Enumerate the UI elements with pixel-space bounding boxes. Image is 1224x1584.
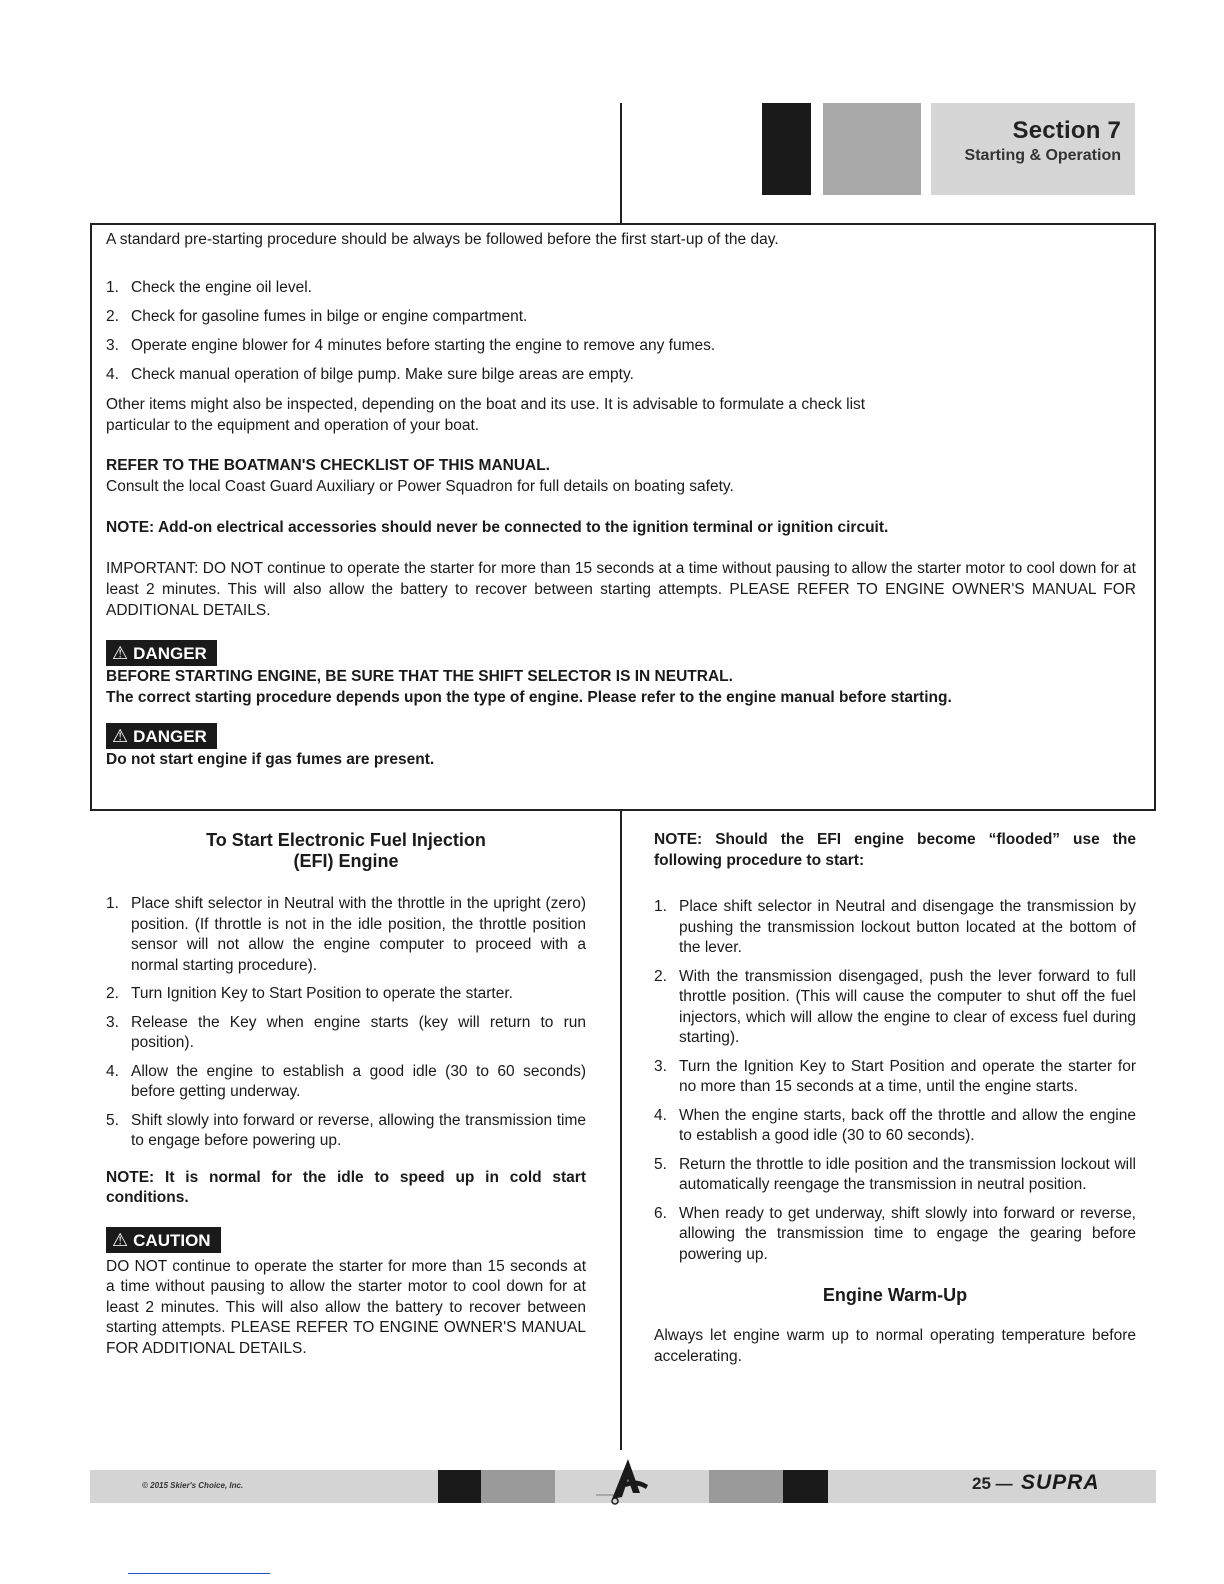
- list-item: [106, 894, 586, 976]
- page-number: 25 —: [972, 1474, 1013, 1493]
- caution-badge: [106, 1227, 586, 1253]
- list-text: Check for gasoline fumes in bilge or engine compartment.: [131, 308, 528, 325]
- list-text: Return the throttle to idle position and the transmission lockout will automatically reengage the transmission in neutral position.: [679, 1155, 1136, 1193]
- efi-title-line2: (EFI) Engine: [293, 851, 399, 871]
- list-text: When the engine starts, back off the throttle and allow the engine to establish a good idle (30 to 60 seconds).: [679, 1106, 1136, 1144]
- danger-label: DANGER: [133, 727, 207, 746]
- list-item: [106, 306, 1136, 327]
- list-number: 3.: [654, 1057, 667, 1075]
- warning-triangle-icon: ⚠: [112, 726, 129, 746]
- list-text: Turn the Ignition Key to Start Position and operate the starter for no more than 15 seconds at a time, until the engine starts.: [679, 1057, 1136, 1095]
- list-number: 1.: [106, 895, 119, 912]
- list-item: [106, 364, 1136, 385]
- list-item: [654, 1057, 1136, 1098]
- list-number: 5.: [106, 1111, 119, 1129]
- danger-label: DANGER: [133, 644, 207, 663]
- danger1-line2: The correct starting procedure depends upon the type of engine. Please refer to the engine manual before starting.: [106, 689, 952, 706]
- list-number: 2.: [106, 985, 119, 1002]
- list-text: With the transmission disengaged, push the lever forward to full throttle position. (This will cause the computer to shut off the fuel injectors, which will allow the engine to clear of excess fuel during starting).: [679, 967, 1136, 1046]
- efi-title-line1: To Start Electronic Fuel Injection: [206, 830, 486, 850]
- list-text: Operate engine blower for 4 minutes before starting the engine to remove any fumes.: [131, 337, 716, 354]
- list-number: 2.: [106, 308, 119, 325]
- footer-black-block: [783, 1470, 828, 1503]
- list-item: [654, 967, 1136, 1049]
- column-divider: [620, 810, 622, 1450]
- bottom-underline: [128, 1573, 270, 1574]
- footer-black-block: [438, 1470, 481, 1503]
- section-title: Section 7: [1012, 117, 1121, 144]
- list-text: Shift slowly into forward or reverse, allowing the transmission time to engage before powering up.: [131, 1111, 586, 1149]
- list-number: 4.: [106, 366, 119, 383]
- brand-logo: SUPRA: [1021, 1471, 1100, 1494]
- list-number: 6.: [654, 1204, 667, 1222]
- list-number: 2.: [654, 967, 667, 985]
- danger2-line1: Do not start engine if gas fumes are present.: [106, 751, 435, 768]
- caution-text: DO NOT continue to operate the starter for more than 15 seconds at a time without pausing to allow the starter motor to cool down for at least 2 minutes. This will also allow the battery to recover between starting attempts. PLEASE REFER TO ENGINE OWNER'S MANUAL FOR ADDITIONAL DETAILS.: [106, 1257, 586, 1357]
- danger1-line1: BEFORE STARTING ENGINE, BE SURE THAT THE SHIFT SELECTOR IS IN NEUTRAL.: [106, 668, 733, 685]
- list-text: When ready to get underway, shift slowly into forward or reverse, allowing the transmission time to engage the gearing before powering up.: [679, 1204, 1136, 1263]
- important-text: IMPORTANT: DO NOT continue to operate the starter for more than 15 seconds at a time without pausing to allow the starter motor to cool down for at least 2 minutes. This will also allow the battery to recover between starting attempts. PLEASE REFER TO ENGINE OWNER'S MANUAL FOR ADDITIONAL DETAILS.: [106, 560, 1136, 619]
- pre-start-content: [106, 229, 1136, 770]
- list-item: [654, 897, 1136, 959]
- danger-badge-2: [106, 723, 1136, 749]
- list-number: 1.: [106, 279, 119, 296]
- warmup-title: Engine Warm-Up: [822, 1285, 968, 1305]
- list-item: [106, 1062, 586, 1103]
- left-column: [106, 830, 586, 1359]
- list-text: Check manual operation of bilge pump. Make sure bilge areas are empty.: [131, 366, 634, 383]
- list-item: [106, 277, 1136, 298]
- list-text: Check the engine oil level.: [131, 279, 312, 296]
- list-number: 4.: [654, 1106, 667, 1124]
- efi-steps: [106, 894, 586, 1152]
- flooded-note: NOTE: Should the EFI engine become “flooded” use the following procedure to start:: [654, 831, 1136, 869]
- list-text: Allow the engine to establish a good idle (30 to 60 seconds) before getting underway.: [131, 1062, 586, 1100]
- other-items-line1: Other items might also be inspected, depending on the boat and its use. It is advisable to formulate a check list: [106, 396, 866, 413]
- warning-triangle-icon: ⚠: [112, 1229, 129, 1250]
- list-number: 3.: [106, 337, 119, 354]
- column-divider-top: [620, 103, 622, 223]
- note-accessories: NOTE: Add-on electrical accessories should never be connected to the ignition terminal or ignition circuit.: [106, 519, 889, 536]
- right-column: [654, 830, 1136, 1367]
- caution-label: CAUTION: [133, 1230, 211, 1250]
- cold-start-note: NOTE: It is normal for the idle to speed up in cold start conditions.: [106, 1168, 586, 1206]
- refer-heading: REFER TO THE BOATMAN'S CHECKLIST OF THIS MANUAL.: [106, 457, 550, 474]
- header-gray-block: [823, 103, 921, 195]
- list-text: Turn Ignition Key to Start Position to operate the starter.: [131, 985, 513, 1002]
- footer-gray-block: [709, 1470, 783, 1503]
- list-number: 1.: [654, 898, 667, 915]
- supra-logo-icon: [588, 1447, 668, 1507]
- intro-text: A standard pre-starting procedure should be always be followed before the first start-up of the day.: [106, 231, 779, 248]
- list-item: [106, 1111, 586, 1152]
- warmup-text: Always let engine warm up to normal operating temperature before accelerating.: [654, 1327, 1136, 1365]
- list-item: [654, 1155, 1136, 1196]
- danger-badge-1: [106, 640, 1136, 666]
- pre-start-list: [106, 277, 1136, 385]
- footer-gray-block: [481, 1470, 555, 1503]
- copyright: © 2015 Skier's Choice, Inc.: [142, 1481, 244, 1490]
- other-items-line2: particular to the equipment and operation of your boat.: [106, 417, 480, 434]
- list-item: [106, 1013, 586, 1054]
- list-number: 4.: [106, 1062, 119, 1080]
- list-text: Place shift selector in Neutral with the throttle in the upright (zero) position. (If throttle is not in the idle position, the throttle position sensor will not allow the engine computer to proceed with a normal starting procedure).: [131, 895, 586, 974]
- list-text: Place shift selector in Neutral and disengage the transmission by pushing the transmission lockout button located at the bottom of the lever.: [679, 898, 1136, 956]
- warning-triangle-icon: ⚠: [112, 643, 129, 663]
- list-item: [654, 1106, 1136, 1147]
- list-number: 5.: [654, 1155, 667, 1173]
- list-item: [654, 1204, 1136, 1266]
- header-black-block: [762, 103, 811, 195]
- list-item: [106, 335, 1136, 356]
- list-text: Release the Key when engine starts (key will return to run position).: [131, 1013, 586, 1051]
- section-subtitle: Starting & Operation: [964, 147, 1121, 164]
- flooded-steps: [654, 897, 1136, 1265]
- section-header: [931, 103, 1135, 195]
- list-item: [106, 984, 586, 1005]
- list-number: 3.: [106, 1013, 119, 1031]
- refer-text: Consult the local Coast Guard Auxiliary or Power Squadron for full details on boating safety.: [106, 478, 734, 495]
